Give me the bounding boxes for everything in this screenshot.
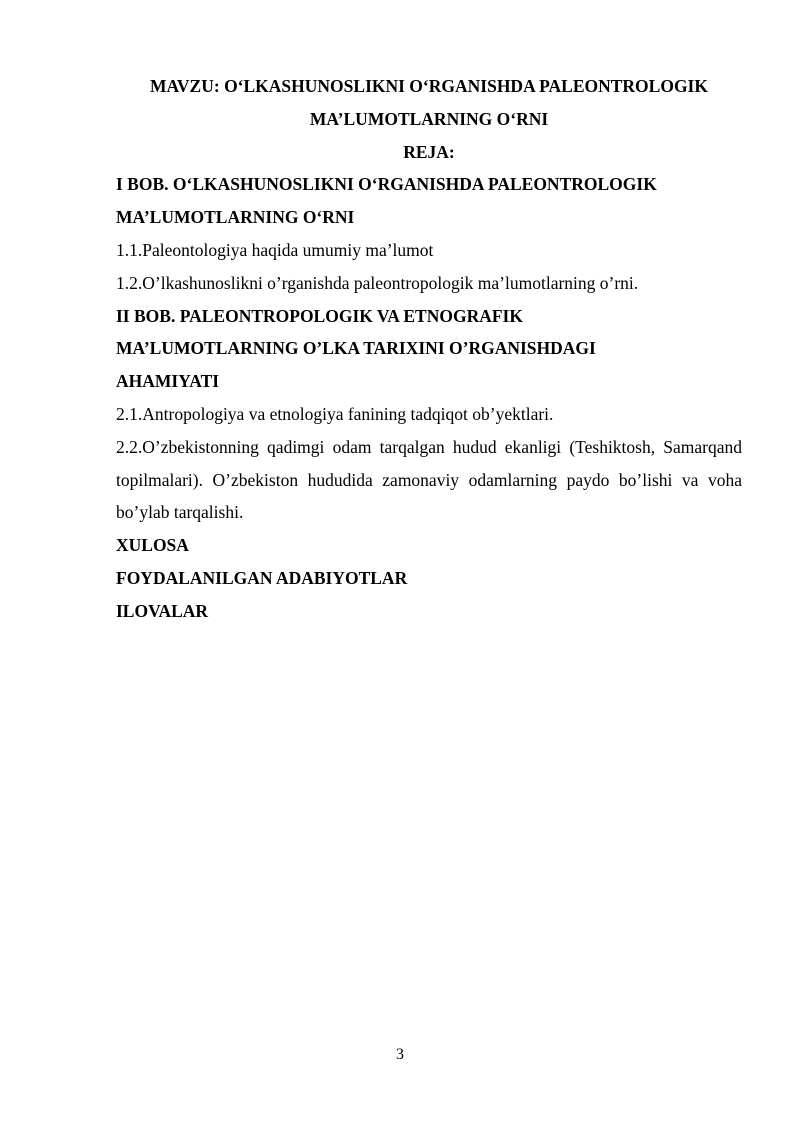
- chapter-1-heading-line-2: MA’LUMOTLARNING O‘RNI: [116, 207, 355, 228]
- document-page: [116, 70, 742, 628]
- references-heading: FOYDALANILGAN ADABIYOTLAR: [116, 567, 408, 588]
- document-title-line-1: MAVZU: O‘LKASHUNOSLIKNI O‘RGANISHDA PALEONTROLOGIK: [150, 76, 708, 96]
- appendices-heading: ILOVALAR: [116, 600, 209, 621]
- section-1-2: 1.2.O’lkashunoslikni o’rganishda paleontropologik ma’lumotlarning o’rni.: [116, 272, 639, 293]
- plan-heading: REJA:: [403, 141, 455, 162]
- document-title-line-2: MA’LUMOTLARNING O‘RNI: [309, 108, 549, 129]
- conclusion-heading: XULOSA: [116, 535, 189, 556]
- chapter-1-heading-line-1: I BOB. O‘LKASHUNOSLIKNI O‘RGANISHDA PALEONTROLOGIK: [116, 174, 657, 195]
- section-2-1: 2.1.Antropologiya va etnologiya fanining tadqiqot ob’yektlari.: [116, 403, 554, 424]
- chapter-2-heading-line-2: MA’LUMOTLARNING O’LKA TARIXINI O’RGANISHDAGI: [116, 338, 596, 359]
- chapter-2-heading-line-3: AHAMIYATI: [116, 371, 220, 392]
- page-number: 3: [396, 1046, 404, 1063]
- chapter-2-heading-line-1: II BOB. PALEONTROPOLOGIK VA ETNOGRAFIK: [116, 305, 523, 326]
- section-2-2: 2.2.O’zbekistonning qadimgi odam tarqalgan hudud ekanligi (Teshiktosh, Samarqand topilmalari). O’zbekiston hududida zamonaviy odamlarning paydo bo’lishi va voha bo’ylab tarqalishi.: [116, 436, 742, 523]
- section-1-1: 1.1.Paleontologiya haqida umumiy ma’lumot: [116, 239, 434, 260]
